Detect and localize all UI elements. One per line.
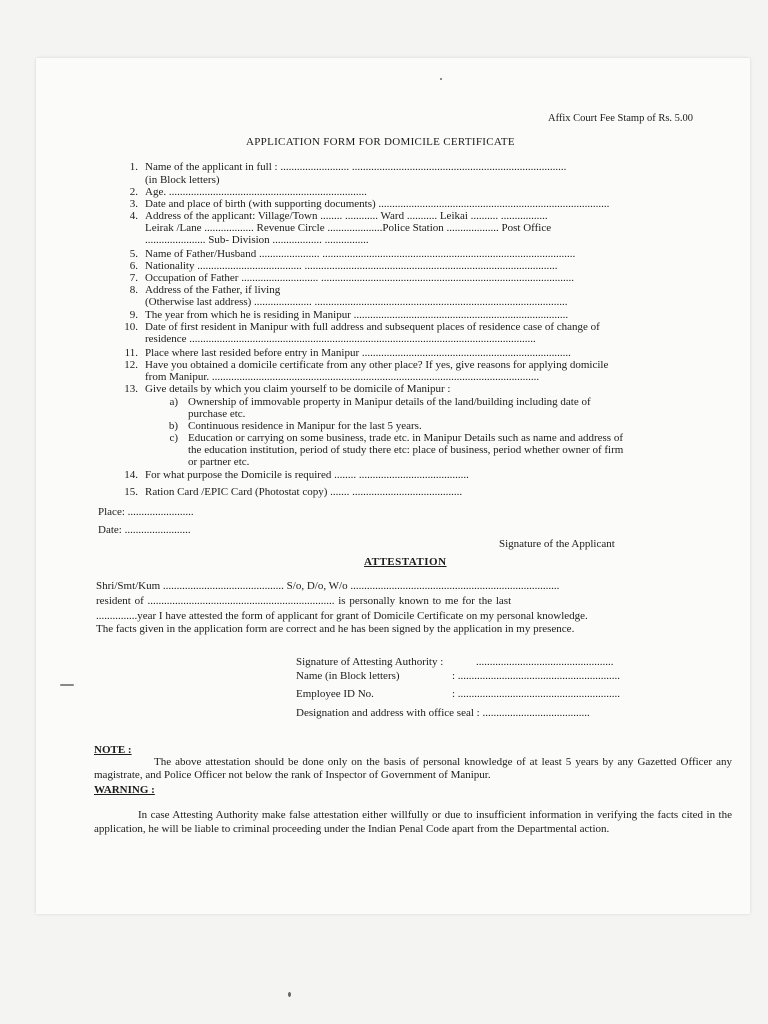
item-number: 10. <box>124 321 138 333</box>
item-number: 12. <box>124 359 138 371</box>
warning-text: In case Attesting Authority make false attestation either willfully or due to insufficient information in verifying the facts cited in the application, he will be liable to criminal proceeding under the Indian Penal Code apart from the Departmental action. <box>94 809 732 835</box>
item-text: Nationality ...................................... ............................................................................................ <box>145 260 558 272</box>
item-number: 14. <box>124 469 138 481</box>
stamp-note: Affix Court Fee Stamp of Rs. 5.00 <box>548 113 694 124</box>
place-field: Place: ........................ <box>98 506 194 518</box>
item-text: Name of the applicant in full : ......................... .............................................................................. <box>145 161 567 173</box>
item-text: Place where last resided before entry in Manipur ............................................................................ <box>145 347 571 359</box>
sub-item-subtext: or partner etc. <box>188 456 250 468</box>
attestation-line-3: ...............year I have attested the form of applicant for grant of Domicile Certificate on my personal knowledge. <box>96 610 588 622</box>
employee-id-dots: : ........................................................... <box>452 688 621 700</box>
warning-heading: WARNING : <box>94 784 155 796</box>
employee-id-label: Employee ID No. <box>296 688 374 700</box>
item-text: Age. ........................................................................ <box>145 186 367 198</box>
item-subtext: ...................... Sub- Division .................. ................ <box>145 234 369 246</box>
item-number: 3. <box>129 198 138 210</box>
attesting-signature-label: Signature of Attesting Authority : <box>296 656 444 668</box>
note-heading: NOTE : <box>94 744 132 756</box>
attestation-heading: ATTESTATION <box>364 556 447 568</box>
attestation-line-1: Shri/Smt/Kum ............................................ S/o, D/o, W/o ............................................................................ <box>96 580 560 592</box>
sub-item-letter: b) <box>168 420 178 432</box>
item-number: 15. <box>124 486 138 498</box>
note-text: The above attestation should be done only on the basis of personal knowledge of at least 5 years by any Gazetted Officer any magistrate, and Police Officer not below the rank of Inspector of Government of Manipur. <box>94 756 732 781</box>
item-text: Name of Father/Husband ...................... ............................................................................................ <box>145 248 576 260</box>
item-text: Date and place of birth (with supporting documents) .................................................................................... <box>145 198 610 210</box>
item-text: Address of the Father, if living <box>145 284 281 296</box>
item-subtext: (Otherwise last address) ..................... ............................................................................................ <box>145 296 568 308</box>
sub-item-text: Education or carrying on some business, trade etc. in Manipur Details such as name and address of <box>188 432 623 444</box>
item-text: Date of first resident in Manipur with full address and subsequent places of residence case of change of <box>145 321 600 333</box>
item-subtext: (in Block letters) <box>145 174 220 186</box>
sub-item-subtext: the education institution, period of study there etc: place of business, period whether owner of firm <box>188 444 624 456</box>
item-text: For what purpose the Domicile is required ........ ........................................ <box>145 469 469 481</box>
sub-item-letter: a) <box>169 396 178 408</box>
item-number: 1. <box>129 161 138 173</box>
form-title: APPLICATION FORM FOR DOMICILE CERTIFICATE <box>246 136 515 148</box>
item-text: Address of the applicant: Village/Town ........ ............ Ward ........... Leikai .......... ................. <box>145 210 548 222</box>
attestation-line-4: The facts given in the application form are correct and he has been signed by the application in my presence. <box>96 623 575 635</box>
item-subtext: residence .............................................................................................................................. <box>145 333 536 345</box>
scan-mark <box>288 992 291 997</box>
item-number: 11. <box>124 347 138 359</box>
item-number: 13. <box>124 383 138 395</box>
attesting-name-dots: : ........................................................... <box>452 670 621 682</box>
form-sheet <box>36 58 750 914</box>
item-text: Ration Card /EPIC Card (Photostat copy) ....... ........................................ <box>145 486 463 498</box>
scan-mark <box>440 78 442 80</box>
sub-item-text: Ownership of immovable property in Manipur details of the land/building including date of <box>188 396 591 408</box>
designation-label: Designation and address with office seal : ....................................... <box>296 707 590 719</box>
scan-mark <box>60 684 74 686</box>
date-field: Date: ........................ <box>98 524 191 536</box>
item-number: 2. <box>129 186 138 198</box>
item-number: 5. <box>129 248 138 260</box>
sub-item-text: Continuous residence in Manipur for the last 5 years. <box>188 420 422 432</box>
item-text: The year from which he is residing in Manipur .............................................................................. <box>145 309 569 321</box>
item-number: 8. <box>129 284 138 296</box>
item-subtext: from Manipur. ....................................................................................................................... <box>145 371 540 383</box>
applicant-signature-label: Signature of the Applicant <box>499 538 615 550</box>
attesting-signature-dots: .................................................. <box>476 656 614 668</box>
item-text: Occupation of Father ............................ ............................................................................................ <box>145 272 574 284</box>
attesting-name-label: Name (in Block letters) <box>296 670 400 682</box>
attestation-line-2: resident of .................................................................... is personally known to me for the last <box>96 595 512 607</box>
item-subtext: Leirak /Lane .................. Revenue Circle ....................Police Station ................... Post Office <box>145 222 552 234</box>
sub-item-subtext: purchase etc. <box>188 408 246 420</box>
item-text: Have you obtained a domicile certificate from any other place? If yes, give reasons for applying domicile <box>145 359 609 371</box>
item-text: Give details by which you claim yourself to be domicile of Manipur : <box>145 383 451 395</box>
sub-item-letter: c) <box>169 432 178 444</box>
item-number: 7. <box>129 272 138 284</box>
item-number: 9. <box>129 309 138 321</box>
item-number: 6. <box>129 260 138 272</box>
item-number: 4. <box>129 210 138 222</box>
